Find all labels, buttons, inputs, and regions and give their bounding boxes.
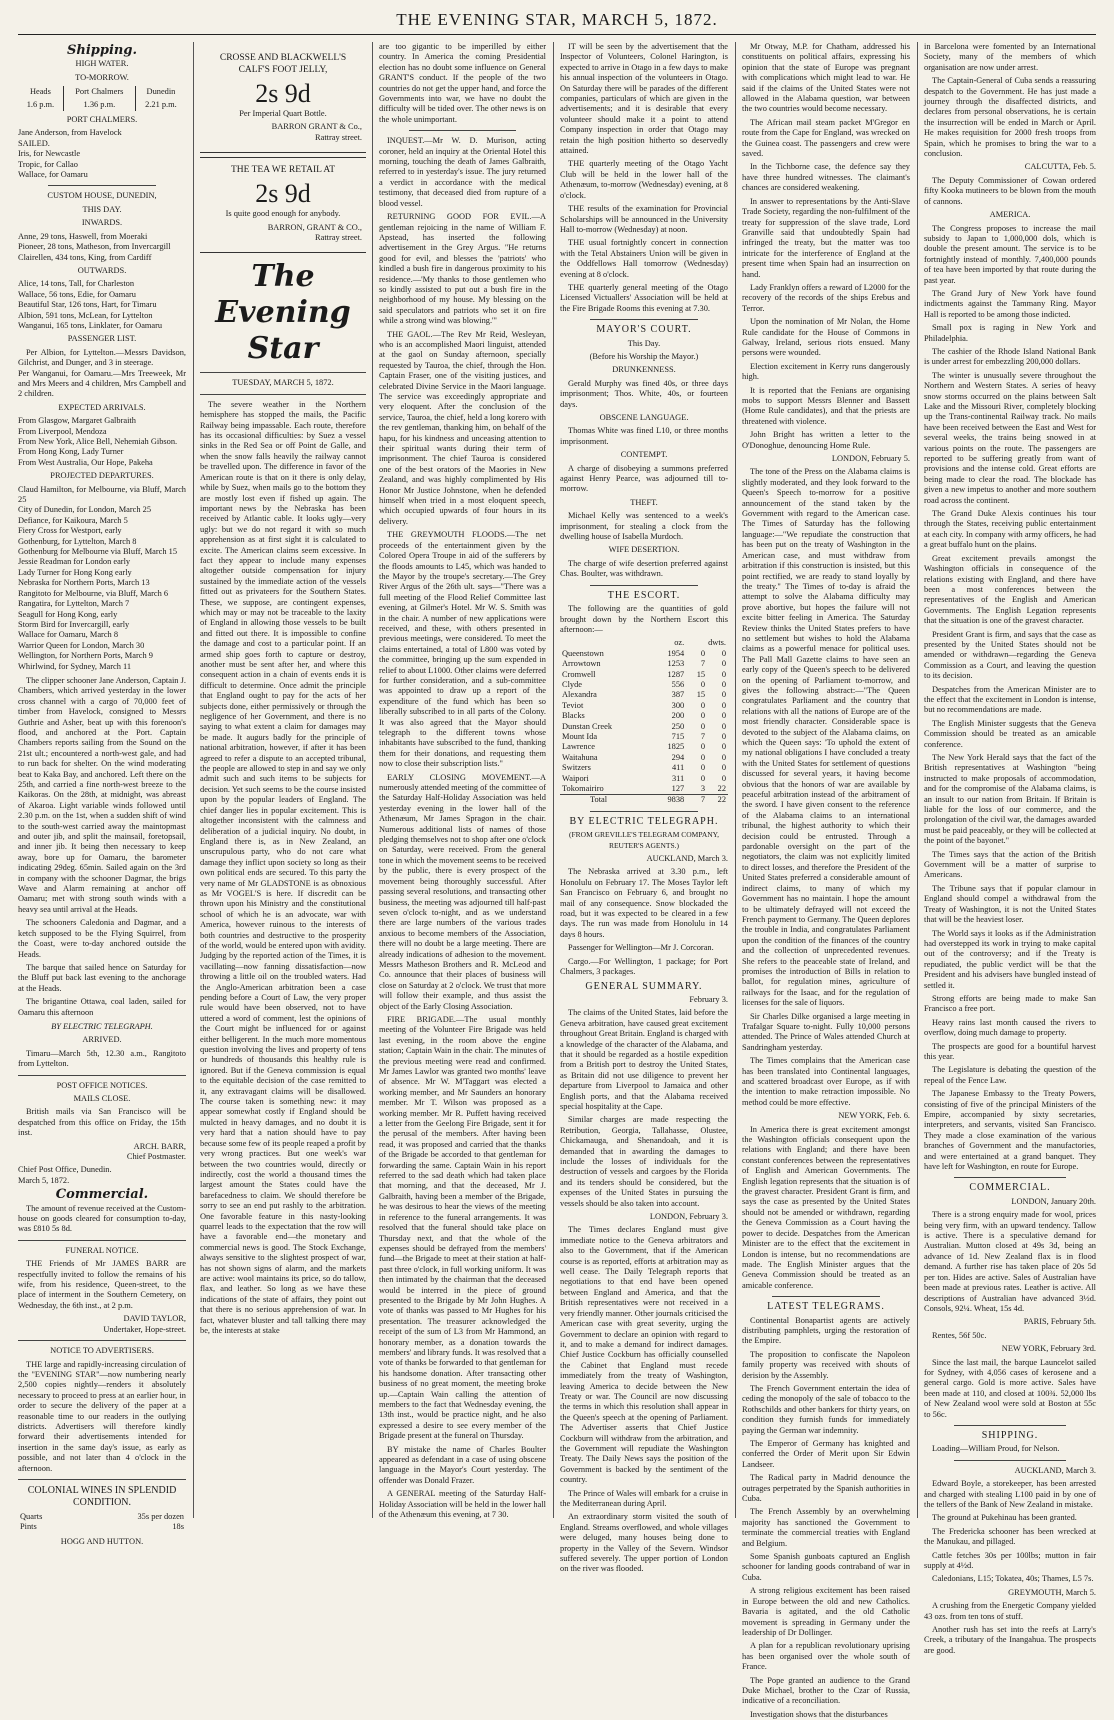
escort-col-header: dwts. bbox=[708, 638, 726, 648]
escort-value: 387 bbox=[671, 690, 685, 700]
high-water-label: HIGH WATER. bbox=[75, 59, 129, 69]
news-item: The winter is unusually severe throughout the Northern and Western States. A series of heavy snow storms occurred on the plains between Salt Lake and the Missouri River, completely blocking up the Trans-continental Railway track. No mails have been received between the East and West for several weeks, the trains being snowed in at various points on the route. The passengers are reported to be suffering greatly from want of provisions and the intense cold. Great efforts are being made to clear the road. The blockade has given a new impetus to another and more southern road across the continent. bbox=[924, 370, 1096, 505]
funeral-text: THE Friends of Mr JAMES BARR are respectfully invited to follow the remains of his wife, from his residence, Queen-street, to the place of interment in the Southern Cemetery, on Wednesday, the 6th inst., at 2 p.m. bbox=[18, 1259, 186, 1310]
mayors-court-before: (Before his Worship the Mayor.) bbox=[589, 351, 699, 361]
passenger-list: Per Albion, for Lyttelton.—Messrs Davidson, Gilchrist, and Dunger, and 3 in steerage. Per Wanganui, for Oamaru.—Mrs Treeweek, Mr and Mrs Meers and 4 children, Mrs Campbell and 2 children. bbox=[18, 347, 186, 399]
telegram-item: The French Assembly by an overwhelming majority has sanctioned the Government to terminate the commercial treaties with England and Belgium. bbox=[742, 1507, 910, 1548]
escort-value: 0 bbox=[721, 700, 726, 710]
editorial-continued: are too gigantic to be imperilled by either country. In America the coming Presidential election has no doubt some influence on General GRANT'S conduct. If the people of the two countries do not get the upper hand, and force the Governments into war, we have no doubt the difficulty will be tided over. The other news is on the whole unimportant. bbox=[379, 42, 546, 124]
projected-departures: Claud Hamilton, for Melbourne, via Bluff, March 25 City of Dunedin, for London, March 25 Defiance, for Kaikoura, March 5 Fiery Cross for Westport, early Gothenburg, for Lyttelton, March 8 Gothenburg for Melbourne via Bluff, March 15 Jessie Readman for London early Lady Turner for Hong Kong early Nebraska for Northern Ports, March 13 Rangitoto for Melbourne, via Bluff, March 6 Rangatira, for Lyttelton, March 7 Seagull for Hong Kong, early Storm Bird for Invercargill, early Wallace for Oamaru, March 8 Warrior Queen for London, March 30 Wellington, for Northern Ports, March 9 Whirlwind, for Sydney, March 11 bbox=[18, 484, 186, 671]
this-day-label: THIS DAY. bbox=[82, 204, 122, 214]
post-office-signature: ARCH. BARR, Chief Postmaster. bbox=[126, 1141, 186, 1161]
news-item: Small pox is raging in New York and Philadelphia. bbox=[924, 323, 1096, 343]
escort-intro: The following are the quantities of gold brought down by the Northern Escort this afternoon:— bbox=[560, 604, 728, 634]
telegram-item: The French Government entertain the idea of ceding the monopoly of the sale of tobacco to the Rothschilds and other bankers for thirty years, on condition they furnish funds for immediately paying the German war indemnity. bbox=[742, 1383, 910, 1435]
news-item: The Times says that the action of the British Government will be a matter of surprise to Americans. bbox=[924, 849, 1096, 880]
escort-value: 311 bbox=[671, 773, 685, 783]
news-item: The World says it looks as if the Administration had overstepped its work in trying to make capital out of the controversy; and if the Treaty is repudiated, the public verdict will be that the President and his advisers have bungled instead of settled it. bbox=[924, 928, 1096, 990]
escort-place: Cromwell bbox=[562, 669, 596, 679]
news-item: Upon the nomination of Mr Nolan, the Home Rule candidate for the House of Commons in Galway, Ireland, serious riots ensued. Many persons were wounded. bbox=[742, 317, 910, 358]
news-item: Cattle fetches 30s per 100lbs; mutton in fair supply at 4½d. bbox=[924, 1550, 1096, 1571]
escort-row bbox=[560, 680, 728, 690]
news-item: IT will be seen by the advertisement that the Inspector of Volunteers, Colonel Harington, is expected to arrive in Otago in a few days to make his annual inspection of the volunteers in Otago. On Saturday there will be parades of the different companies, particulars of which are given in the advertisements; and it is desirable that every volunteer should make it a point to attend Company inspection in order that Otago may retain the high position hitherto so deservedly attained. bbox=[560, 42, 728, 156]
tide-place: Port Chalmers bbox=[63, 86, 135, 98]
mails-close-label: MAILS CLOSE. bbox=[73, 1093, 131, 1103]
escort-value: 294 bbox=[671, 752, 685, 762]
table-row bbox=[18, 1512, 186, 1522]
table-row bbox=[18, 1522, 186, 1532]
arrived-label: ARRIVED. bbox=[82, 1035, 122, 1045]
wine-price: 18s bbox=[172, 1522, 184, 1532]
arrived-text: Timaru—March 5th, 12.30 a.m., Rangitoto from Lyttelton. bbox=[18, 1048, 186, 1069]
escort-value: 0 bbox=[700, 711, 706, 721]
telegraph-item: The Nebraska arrived at 3.30 p.m., left Honolulu on February 17. The Moses Taylor left San Francisco on February 6, and brought no mail of any consequence. Snow blockaded the road, but it was expected to be cleared in a few days. The run was made from Honolulu in 14 days 8 hours. bbox=[560, 867, 728, 939]
escort-value: 0 bbox=[700, 742, 706, 752]
tea-sub: Is quite good enough for anybody. bbox=[225, 209, 341, 219]
news-item: The New York Herald says that the fact of the British representatives at Washington "being instructed to make proposals of accommodation, and for the compromise of the Alabama claims, is an insult to our nation from Britain. If Britain is liable for the loss of our commerce, and the prolongation of the civil war, the damages awarded must be paid peaceably, or they will be collected at the point of the bayonet." bbox=[924, 753, 1096, 846]
shipping-heading: SHIPPING. bbox=[981, 1429, 1039, 1441]
commercial-dateline: NEW YORK, February 3rd. bbox=[1001, 1344, 1096, 1354]
column-1 bbox=[18, 42, 186, 1546]
outwards-list: Alice, 14 tons, Tall, for Charleston Wallace, 56 tons, Edie, for Oamaru Beautiful Star, 126 tons, Hart, for Timaru Albion, 591 tons, McLean, for Lyttelton Wanganui, 165 tons, Linklater, for Oamaru bbox=[18, 279, 163, 330]
news-item: It is reported that the Fenians are organising mobs to support Messrs Blenner and Bassett (Home Rule candidates), and that the priests are threatened with violence. bbox=[742, 385, 910, 426]
escort-value: 0 bbox=[700, 721, 706, 731]
column-2 bbox=[200, 42, 366, 1522]
news-item: THE results of the examination for Provincial Scholarships will be announced in the University Hall to-morrow (Wednesday) at noon. bbox=[560, 204, 728, 234]
news-item: Mr Otway, M.P. for Chatham, addressed his constituents on political affairs, expressing his opinion that the state of Europe was pregnant with complications which might lead to war. He said if the claims of the United States were not allowed in the Alabama question, war between the two countries would become necessary. bbox=[742, 42, 910, 114]
court-section-text: Gerald Murphy was fined 40s, or three days imprisonment; Thos. White, 40s, or fourteen days. bbox=[560, 378, 728, 409]
telegram-item: Continental Bonapartist agents are actively distributing pamphlets, urging the restoration of the Empire. bbox=[742, 1315, 910, 1346]
news-item: RETURNING GOOD FOR EVIL.—A gentleman rejoicing in the name of William F. Apstead, has inserted the following advertisement in the Grey Argus. "He returns good for evil, and blesses the 'patriots' who kindled a bush fire in dangerous proximity to his residence.—'My thanks to those gentlemen who so kindly assisted to put out a bush fire in the neighborhood of my house. My blessing on the said speculators and patriots who set it on fire while a strong wind was blowing.'" bbox=[379, 212, 546, 326]
news-item: In answer to representations by the Anti-Slave Trade Society, regarding the non-fulfilment of the treaty for suppression of the slave trade, Lord Granville said that undoubtedly Spain had infringed the treaty, but the matter was too intricate for the interference of England at the present time when Spain had an insurrection on hand. bbox=[742, 196, 910, 279]
shipping-report: The schooners Caledonia and Dagmar, and a ketch supposed to be the Flying Squirrel, from the Coast, were to-day anchored outside the Heads. bbox=[18, 918, 186, 959]
funeral-signature: DAVID TAYLOR, Undertaker, Hope-street. bbox=[103, 1314, 186, 1334]
telegram-item: The Emperor of Germany has knighted and conferred the Order of Merit upon Sir Edwin Landseer. bbox=[742, 1439, 910, 1469]
escort-value: 22 bbox=[717, 784, 726, 793]
escort-col-header: oz. bbox=[674, 638, 685, 648]
news-item: Lady Franklyn offers a reward of L2000 for the recovery of the records of the ships Erebus and Terror. bbox=[742, 282, 910, 313]
escort-value: 0 bbox=[721, 773, 726, 783]
court-section-label: WIFE DESERTION. bbox=[608, 545, 680, 555]
escort-value: 7 bbox=[700, 731, 706, 741]
news-item: The Deputy Commissioner of Cowan ordered fifty Kooka mutineers to be blown from the mouth of cannons. bbox=[924, 175, 1096, 206]
telegraph-item: Passenger for Wellington—Mr J. Corcoran. bbox=[568, 943, 714, 953]
shipping-report: The barque that sailed hence on Saturday for the Bluff put back last evening to the anchorage at the Heads. bbox=[18, 962, 186, 993]
funeral-heading: FUNERAL NOTICE. bbox=[65, 1245, 139, 1255]
paper-title: The Evening Star bbox=[215, 259, 351, 367]
telegram-item: A plan for a republican revolutionary uprising has been organised over the whole south of France. bbox=[742, 1641, 910, 1672]
shipping-report: The brigantine Ottawa, coal laden, sailed for Oamaru this afternoon bbox=[18, 997, 186, 1017]
news-item: The Times complains that the American case has been translated into Continental languages, and scattered broadcast over Europe, as if with the intention to make retraction impossible. No method could be more effective. bbox=[742, 1056, 910, 1107]
news-item: The Legislature is debating the question of the repeal of the Fence Law. bbox=[924, 1065, 1096, 1085]
tea-heading: THE TEA WE RETAIL AT bbox=[230, 165, 336, 176]
escort-value: 7 bbox=[700, 659, 706, 669]
news-item: Sir Charles Dilke organised a large meeting in Trafalgar Square to-night. Fully 10,000 persons attended. The Prince of Wales attended Church at Sandringham yesterday. bbox=[742, 1011, 910, 1052]
mayors-court-heading: MAYOR'S COURT. bbox=[596, 324, 692, 336]
escort-total-label: Total bbox=[590, 795, 608, 805]
escort-row bbox=[560, 732, 728, 742]
escort-total-oz: 9838 bbox=[667, 795, 685, 805]
escort-total-row bbox=[560, 795, 728, 806]
escort-value: 0 bbox=[700, 700, 706, 710]
escort-row bbox=[560, 753, 728, 763]
tide-place: Heads bbox=[29, 87, 51, 97]
escort-row bbox=[560, 722, 728, 732]
commercial-item: Rentes, 56f 50c. bbox=[932, 1330, 987, 1340]
telegram-item: Some Spanish gunboats captured an English schooner for landing goods contraband of war in Cuba. bbox=[742, 1552, 910, 1582]
escort-place: Clyde bbox=[562, 679, 583, 689]
shipping-heading: Shipping. bbox=[67, 43, 137, 58]
tea-signature: BARRON, GRANT & CO., Rattray street. bbox=[267, 222, 362, 243]
escort-table bbox=[560, 638, 728, 806]
column-6 bbox=[924, 42, 1096, 1655]
news-item: Another rush has set into the reefs at Larry's Creek, a tributary of the Inangahua. The prospects are good. bbox=[924, 1625, 1096, 1655]
escort-row bbox=[560, 763, 728, 773]
tide-time: 1.36 p.m. bbox=[63, 99, 135, 111]
commercial-heading: COMMERCIAL. bbox=[969, 1182, 1051, 1194]
escort-value: 1253 bbox=[667, 659, 685, 669]
news-item: THE GREYMOUTH FLOODS.—The net proceeds of the entertainment given by the Colored Opera Troupe in aid of the sufferers by the floods amounts to L45, which was handed to the Mayor by the troupe's secretary.—The Grey River Argus of the 26th ult. says—"There was a full meeting of the Flood Relief Committee last evening, at Gilmer's Hotel. Mr W. S. Smith was in the chair. A number of new applications were received, and these, with others presented in previous meetings, were considered. To meet the claims entertained, a total of L800 was voted by the committee, bringing up the sum expended in relief to about L1000. Other claims were deferred for further consideration, and a sub-committee was appointed to draw up a report of the expenditure of the fund which has been so liberally subscribed to in all parts of the Colony. It was also agreed that the Mayor should telegraph to the different towns whose inhabitants have subscribed to the fund, thanking them for their donations, and requesting them now to close their subscription lists." bbox=[379, 530, 546, 769]
projected-departures-label: PROJECTED DEPARTURES. bbox=[50, 471, 154, 481]
escort-row bbox=[560, 659, 728, 669]
news-item: John Bright has written a letter to the O'Donoghue, denouncing Home Rule. bbox=[742, 430, 910, 450]
wine-item: Pints bbox=[20, 1522, 37, 1532]
top-rule bbox=[18, 34, 1096, 35]
news-item: The ground at Pukehinau has been granted. bbox=[932, 1513, 1077, 1523]
telegram-item: The proposition to confiscate the Napoleon family property was received with shouts of derision by the Assembly. bbox=[742, 1349, 910, 1380]
wines-heading: COLONIAL WINES IN SPLENDID CONDITION. bbox=[27, 1484, 177, 1508]
escort-place: Lawrence bbox=[562, 742, 596, 752]
date-line: TUESDAY, MARCH 5, 1872. bbox=[232, 378, 334, 388]
news-item: The Japanese Embassy to the Treaty Powers, consisting of five of the principal Ministers of the Empire, accompanied by sixty secretaries, interpreters, and servants, visited San Francisco. They made a close examination of the various branches of Government and the manufactories, and were entertained at a grand banquet. They have left for Washington, en route for Europe. bbox=[924, 1089, 1096, 1172]
column-rule bbox=[917, 42, 918, 1518]
calfs-foot-signature: BARRON GRANT & Co., Rattray street. bbox=[271, 122, 362, 142]
custom-house-heading: CUSTOM HOUSE, DUNEDIN, bbox=[47, 191, 157, 201]
news-item: THE quarterly meeting of the Otago Yacht Club will be held in the lower hall of the Athenæum, to-morrow (Wednesday) evening, at 8 o'clock. bbox=[560, 159, 728, 200]
escort-row bbox=[560, 701, 728, 711]
escort-value: 3 bbox=[700, 784, 706, 793]
calfs-foot-sub: Per Imperial Quart Bottle. bbox=[239, 109, 327, 118]
post-office-date: Chief Post Office, Dunedin. March 5, 1872. bbox=[18, 1165, 112, 1185]
escort-row bbox=[560, 774, 728, 784]
telegraph-heading: BY ELECTRIC TELEGRAPH. bbox=[569, 815, 719, 827]
escort-value: 0 bbox=[721, 721, 726, 731]
commercial-heading: Commercial. bbox=[55, 1187, 149, 1203]
escort-value: 411 bbox=[671, 763, 685, 773]
tide-time: 1.6 p.m. bbox=[26, 99, 55, 109]
tea-price: 2s 9d bbox=[255, 179, 311, 209]
escort-value: 0 bbox=[700, 752, 706, 762]
news-section-label: AMERICA. bbox=[989, 210, 1031, 220]
wine-item: Quarts bbox=[20, 1511, 43, 1521]
mayors-court-day: This Day. bbox=[627, 338, 661, 348]
calfs-foot-heading: CROSSE AND BLACKWELL'S CALF'S FOOT JELLY, bbox=[219, 53, 347, 75]
escort-value: 0 bbox=[721, 763, 726, 773]
commercial-dateline: LONDON, January 20th. bbox=[1011, 1196, 1096, 1206]
news-item: Election excitement in Kerry runs dangerously high. bbox=[742, 361, 910, 382]
escort-value: 0 bbox=[700, 763, 706, 773]
escort-row bbox=[560, 649, 728, 659]
telegram-item: Investigation shows that the disturbances bbox=[750, 1709, 888, 1719]
wines-signature: HOGG AND HUTTON. bbox=[60, 1536, 144, 1546]
wines-table bbox=[18, 1512, 186, 1533]
escort-value: 0 bbox=[721, 648, 726, 658]
escort-value: 0 bbox=[700, 679, 706, 689]
escort-place: Tokomairiro bbox=[562, 784, 604, 793]
escort-value: 15 bbox=[696, 669, 706, 679]
escort-row bbox=[560, 690, 728, 700]
escort-row bbox=[560, 670, 728, 680]
news-item: A GENERAL meeting of the Saturday Half-Holiday Association will be held in the lower hall of the Athenæum this evening, at 7 30. bbox=[379, 1489, 546, 1520]
commercial-item: There is a strong enquiry made for wool, prices being very firm, with an upward tendency. Tallow is active. There is a speculative demand for Australian. Mutton closed at 49s 3d, being an advance of 1d. New Zealand flax is in flood demand. A further rise has taken place of 20s 5d per ton. Hides are active. Sales of Australian have been made at previous rates. Leather is active. All descriptions of Australian have advanced 3½d. Consols, 92¼. Wheat, 15s 4d. bbox=[924, 1210, 1096, 1313]
commercial-dateline: PARIS, February 5th. bbox=[1023, 1317, 1096, 1327]
court-section-label: OBSCENE LANGUAGE. bbox=[599, 413, 689, 422]
summary-item: An extraordinary storm visited the south of England. Streams overflowed, and whole villages were deluged, many houses being done to property in the Valley of the Severn. Windsor suffered severely. The upper portion of London on the river was flooded. bbox=[560, 1512, 728, 1574]
column-3 bbox=[379, 42, 546, 1522]
escort-row bbox=[560, 742, 728, 752]
news-item: The Captain-General of Cuba sends a reassuring despatch to the Government. He has just made a journey through the disaffected districts, and declares from personal observations, he is certain the insurrection will be ended in March or April. He makes requisition for 2000 fresh troops from Spain, which he promises to bring the war to a conclusion. bbox=[924, 76, 1096, 159]
news-item: The African mail steam packet M'Gregor en route from the Cape for England, was wrecked on the Guinea coast. The passengers and crew were saved. bbox=[742, 117, 910, 159]
court-section-text: Thomas White was fined L10, or three months imprisonment. bbox=[560, 426, 728, 446]
passenger-list-label: PASSENGER LIST. bbox=[67, 334, 137, 344]
calfs-foot-price: 2s 9d bbox=[255, 79, 311, 108]
escort-value: 250 bbox=[671, 721, 685, 731]
port-chalmers-heading: PORT CHALMERS. bbox=[66, 115, 138, 125]
news-item: The prospects are good for a bountiful harvest this year. bbox=[924, 1041, 1096, 1061]
escort-value: 715 bbox=[671, 731, 685, 741]
court-section-label: DRUNKENNESS. bbox=[612, 365, 676, 375]
news-item: In the Tichborne case, the defence say they have three hundred witnesses. The claimant's chances are considered weakening. bbox=[742, 162, 910, 193]
escort-place: Switzers bbox=[562, 763, 591, 773]
outwards-label: OUTWARDS. bbox=[77, 265, 127, 275]
masthead: THE EVENING STAR, MARCH 5, 1872. bbox=[396, 10, 718, 29]
telegram-item: The Pope granted an audience to the Grand Duke Michael, brother to the Czar of Russia, indicative of a reconciliation. bbox=[742, 1675, 910, 1706]
news-item: A crushing from the Energetic Company yielded 43 ozs. from ten tons of stuff. bbox=[924, 1601, 1096, 1621]
escort-value: 0 bbox=[721, 659, 726, 669]
escort-value: 556 bbox=[671, 679, 685, 689]
news-item: The Tribune says that if popular clamour in England should compel a withdrawal from the Treaty of Washington, it is not the United States that will be the heaviest loser. bbox=[924, 883, 1096, 925]
escort-place: Teviot bbox=[562, 700, 584, 710]
news-item: Heavy rains last month caused the rivers to overflow, doing much damage to property. bbox=[924, 1017, 1096, 1038]
telegram-item: A strong religious excitement has been raised in Europe between the old and new Catholics. Bavaria is agitated, and the old Catholic movement is spreading in Germany under the leadership of Dr Dollinger. bbox=[742, 1586, 910, 1637]
news-dateline: CALCUTTA, Feb. 5. bbox=[1024, 162, 1096, 172]
escort-value: 0 bbox=[721, 669, 726, 679]
escort-value: 127 bbox=[671, 784, 685, 793]
tomorrow-label: TO-MORROW. bbox=[75, 72, 129, 82]
news-item: The Grand Jury of New York have found indictments against the Tammany Ring. Mayor Hall is reported to be among those indicted. bbox=[924, 288, 1096, 319]
escort-place: Blacks bbox=[562, 711, 585, 721]
post-office-text: British mails via San Francisco will be despatched from this office on Friday, the 15th inst. bbox=[18, 1107, 186, 1138]
escort-value: 0 bbox=[721, 752, 726, 762]
escort-place: Mount Ida bbox=[562, 731, 598, 741]
news-item: The Grand Duke Alexis continues his tour through the States, receiving public entertainment at each city. In company with army officers, he had a great buffalo hunt on the plains. bbox=[924, 509, 1096, 550]
news-item: The tone of the Press on the Alabama claims is slightly moderated, and they look forward to the Queen's Speech to-morrow for a positive announcement of the stand taken by the Government with regard to the American case. The Times of Saturday has the following language:—"We repudiate the construction that has been put on the treaty of Washington in the American case, and must withdraw from arbitration if this construction is insisted, but this point rectified, we are ready to stand loyally by the treaty." The Times of to-day is afraid the attempt to solve the Alabama difficulty may prove abortive, but hopes the failure will not excite bitter feeling in America. The Saturday Review thinks the United States prefers to have no settlement but wishes to hold the Alabama claims as a powerful menace for political uses. The Pall Mall Gazette claims to have seen an early copy of the Queen's speech to be delivered on the opening of Parliament to-morrow, and gives the following abstract:—"The Queen congratulates Parliament and the country that relations with all the nations of Europe are of the most friendly character. Considerable space is devoted to the subject of the Alabama claims, on which the Queen says: 'To uphold the extent of my national obligations I have concluded a treaty with the United States for settlement of questions discussed for several years, it having become obvious that the honors of war are available by peaceful arbitration instead of the arbitrament of the sword. I have given consent to the reference of the Alabama claims to an international tribunal, the highest authority to which their decision could be entrusted. Through a pardonable oversight on the part of the negotiators, the claim was not explicitly limited to direct losses, and therefore the President of the United States preferred a considerable amount of indirect claims, to many of which my Government has no maintain. I hope the amount to be ultimately defrayed will not exceed the French payment to Germany. The Queen deplores the trouble in India, and congratulates Parliament upon the condition of the finances of the country and the collection of unprecedented revenues. She refers to the peaceable state of Ireland, and promises the introduction of Bills in relation to ballot, for regulation mines, agriculture of railways for the Isaac, and for the regulation of licenses for the sale of liquors. bbox=[742, 467, 910, 1008]
news-item: Strong efforts are being made to make San Francisco a free port. bbox=[924, 993, 1096, 1014]
news-item: THE GAOL.—The Rev Mr Reid, Wesleyan, who is an accomplished Maori linguist, attended at the gaol on Sunday afternoon, specially requested by Tauroa, the chief, through the Hon. Captain Fraser, one of the visiting justices, and celebrated Divine Service in the Maori language. The service was exceedingly appropriate and very eloquent. After the conclusion of the service, Tauroa, the chief, held a long korero with the rev gentleman, thanking him, on behalf of the hapu, for his kindness and unceasing attention to their spiritual wants during their term of imprisonment. The chief Tauroa is considered one of the best orators of the Maories in New Zealand, and was highly complimented by His Honor Mr Justice Johnstone, when he defended himself when tried in a most eloquent speech, which occupied upwards of four hours in its delivery. bbox=[379, 329, 546, 526]
news-item: BY mistake the name of Charles Boulter appeared as defendant in a case of using obscene language in the Mayor's Court yesterday. The offender was Donald Frazer. bbox=[379, 1444, 546, 1485]
escort-place: Queenstown bbox=[562, 648, 604, 658]
news-item: Great excitement prevails amongst the Washington officials in consequence of the relations existing with England, and there have been a most conferences between the representatives of the English and American Governments. The English Legation represents that the situation is one of the gravest character. bbox=[924, 553, 1096, 626]
court-section-text: Michael Kelly was sentenced to a week's imprisonment, for stealing a clock from the dwelling house of Isabella Murdoch. bbox=[560, 511, 728, 542]
advertisers-heading: NOTICE TO ADVERTISERS. bbox=[50, 1346, 154, 1356]
summary-item: The Times declares England must give immediate notice to the Geneva arbitrators and also to the Government, that if the American course is as reported, efforts at arbitration may as well cease. The Daily Telegraph reports that negotiations to that end have been opened between England and America, and that the British representatives were not received in a very friendly manner. Other journals criticised the American case with great severity, urging the Government to declare an opinion with regard to it, and to make a demand for indirect damages. Chief Justice Cockburn has officially counselled the Cabinet that England must recede immediately from the treaty of Washington, leaving America to decide between the New Treaty or war. The Council are now discussing the terms in which this resolution shall appear in the Queen's speech at the opening of Parliament. The Advertiser asserts that Chief Justice Cockburn will withdraw from the arbitration, and the Government will repudiate the Washington Treaty. The Daily News says the position of the Government is backed by the sentiment of the country. bbox=[560, 1225, 728, 1485]
news-item: The Fredericka schooner has been wrecked at the Manukau, and pillaged. bbox=[924, 1526, 1096, 1547]
column-rule bbox=[193, 42, 194, 1518]
news-item: FIRE BRIGADE.—The usual monthly meeting of the Volunteer Fire Brigade was held last evening, in the room above the engine station; Captain Wain in the chair. The minutes of the previous meeting were read and confirmed. Mr James Lawlor was granted two months' leave of absence. Mr W. M'Taggart was elected a working member, and Mr Saunders an honorary member. Mr T. Wilson was proposed as a working member. Mr R. Puffett having received a letter from the Geelong Fire Brigade, sent it for the perusal of the members. After having been read, it was proposed and carried that the thanks of the Brigade be accorded to that gentleman for forwarding the same. Captain Wain in his report referred to the sad death which had taken place that morning, and that the deceased, Mr J. Galbraith, having been a member of the Brigade, he was desirous to hear the views of the meeting in reference to the funeral arrangements. It was resolved that the funeral should take place on Thursday next, and that the whole of the expenses should be defrayed from the members' fund—the Brigade to meet at their station at half-past three o'clock, in full working uniform. It was then intimated by the chairman that the deceased would be interred in the piece of ground presented to the Brigade by Mr John Hughes. A vote of thanks was passed to Mr Hughes for his presentation. The treasurer acknowledged the receipt of the sum of L3 from Mr Hammond, an honorary member, as a donation towards the members' and library funds. It was resolved that a vote of thanks be forwarded to that gentleman for his handsome donation. After transacting other business of no great moment, the meeting broke up.—Captain Wain calling the attention of members to the fact that Wednesday evening, the 13th inst., would be practice night, and he also expressed a desire to see every member of the Brigade present at the funeral on Thursday. bbox=[379, 1014, 546, 1441]
escort-place: Alexandra bbox=[562, 690, 597, 700]
tide-table bbox=[18, 86, 186, 111]
post-office-heading: POST OFFICE NOTICES. bbox=[56, 1080, 148, 1090]
news-item: The Congress proposes to increase the mail subsidy to Japan to 1,000,000 dols, which is double the present amount. The service is to be fortnightly instead of monthly. 7,400,000 pounds of tea have been imported by that route during the past year. bbox=[924, 223, 1096, 285]
news-item: Caledonians, L15; Tokatea, 40s; Thames, L5 7s. bbox=[932, 1574, 1094, 1584]
news-item: The English Minister suggests that the Geneva Commission should be treated as an amicable conference. bbox=[924, 718, 1096, 749]
inwards-list: Anne, 29 tons, Haswell, from Moeraki Pioneer, 28 tons, Matheson, from Invercargill Clairellen, 434 tons, King, from Cardiff bbox=[18, 231, 171, 262]
escort-value: 0 bbox=[700, 648, 706, 658]
news-item: In America there is great excitement amongst the Washington officials consequent upon the relations with England; and there have been constant conferences between the representatives of English and American Governments. The English legation represents that the situation is of the gravest character. President Grant is firm, and says the case as presented by the United States should not be amended or withdrawn, regarding the Geneva Commission as a Court having the power to decide. Despatches from the American Minister are to the effect that the excitement in London is intense, but no recommendations are made. The English Minister argues that the Geneva Commission should be treated as an amicable conference. bbox=[742, 1124, 910, 1290]
news-item: THE quarterly general meeting of the Otago Licensed Victuallers' Association will be held at the Fire Brigade Rooms this evening at 7.30. bbox=[560, 282, 728, 313]
telegraph-sub: (FROM GREVILLE'S TELEGRAM COMPANY, REUTER'S AGENTS.) bbox=[569, 830, 719, 850]
telegraph-dateline: AUCKLAND, March 3. bbox=[646, 854, 728, 864]
summary-item: Similar charges are made respecting the Retribution, Georgia, Tallahasse, Olustee, Chickamauga, and Shenandoah, and it is demanded that in awarding the damages to include the losses of individuals for the destruction of vessels and cargoes by the Florida and its tenders should be considered, but the expenses of the United States in pursuing the vessels should be also taken into account. bbox=[560, 1115, 728, 1208]
wine-price: 35s per dozen bbox=[137, 1511, 184, 1521]
expected-arrivals-label: EXPECTED ARRIVALS. bbox=[58, 402, 146, 412]
escort-value: 0 bbox=[721, 731, 726, 741]
news-item: President Grant is firm, and says that the case as presented by the United States should not be amended or withdrawn—regarding the Geneva Commission as a Court, and leaving the question to its decision. bbox=[924, 629, 1096, 681]
escort-value: 0 bbox=[721, 711, 726, 721]
commercial-text: The amount of revenue received at the Custom-house on goods cleared for consumption to-day, was £810 5s 8d. bbox=[18, 1203, 186, 1234]
escort-value: 0 bbox=[721, 742, 726, 752]
news-item: Edward Boyle, a storekeeper, has been arrested and charged with stealing L100 paid in by one of the tellers of the Bank of New Zealand in mistake. bbox=[924, 1479, 1096, 1509]
column-rule bbox=[372, 42, 373, 1518]
escort-place: Waipori bbox=[562, 773, 589, 783]
summary-heading: GENERAL SUMMARY. bbox=[585, 980, 703, 992]
escort-place: Arrowtown bbox=[562, 659, 601, 669]
escort-value: 300 bbox=[671, 700, 685, 710]
news-dateline: AUCKLAND, March 3. bbox=[1014, 1465, 1096, 1475]
escort-place: Dunstan Creek bbox=[562, 721, 613, 731]
advertisers-text: THE large and rapidly-increasing circulation of the "EVENING STAR"—now numbering nearly 2,500 copies nightly—renders it absolutely necessary to proceed to press at an earlier hour, in order to secure the delivery of the paper at a reasonable time to our readers in the outlying districts. Advertisers will therefore kindly forward their advertisements intended for insertion in the same day's issue, as early as possible, and not later than 4 o'clock in the afternoon. bbox=[18, 1359, 186, 1473]
escort-place: Waitahuna bbox=[562, 752, 598, 762]
news-item: INQUEST.—Mr W. D. Murison, acting coroner, held an inquiry at the Oriental Hotel this morning, touching the death of James Galbraith, referred to in yesterday's issue. The jury returned a verdict in accordance with the medical testimony, that deceased died from rupture of a blood vessel. bbox=[379, 136, 546, 208]
news-dateline: GREYMOUTH, March 5. bbox=[1008, 1587, 1096, 1597]
column-5 bbox=[742, 42, 910, 1719]
summary-dateline: LONDON, February 3. bbox=[649, 1212, 728, 1222]
escort-total-dwts: 7 bbox=[700, 795, 706, 805]
telegraph-item: Cargo.—For Wellington, 1 package; for Port Chalmers, 3 packages. bbox=[560, 956, 728, 977]
telegram-item: The Radical party in Madrid denounce the outrages perpetrated by the Spanish authorities in Cuba. bbox=[742, 1473, 910, 1504]
shipping-report: The clipper schooner Jane Anderson, Captain J. Chambers, which arrived yesterday in the lower cross channel with a cargo of 70,000 feet of timber from Havelock, consigned to Messrs Guthrie and Asher, beat up with this forenoon's flood, and anchored at the Port. Captain Chambers reports sailing from the Sound on the 21st ult.; encountered a north-west gale, and had to run back for shelter. On the wind moderating beat to Kaka Bay, and anchored. Left there on the 25th, and carried a fine north-west breeze to the Kaikoras. On the 28th, at midnight, was abreast of Akaroa. Light variable winds followed until 2.30 p.m. on the 1st, when a sudden shift of wind to the south-west carried away the maintopmast and outer jib, and split the mainsail, foretopsail, and inner jib. It being then necessary to keep away, bore up for Oamaru, the barometer indicating 29deg. 65min. Sailed again on the 3rd in company with the schooner Dagmar, the brigs Wave and Alarm remaining at anchor off Oamaru; met with strong south winds with a heavy sea until arrival at the Heads. bbox=[18, 675, 186, 914]
telegraph-heading: BY ELECTRIC TELEGRAPH. bbox=[51, 1021, 153, 1031]
escort-row bbox=[560, 784, 728, 795]
court-section-label: THEFT. bbox=[630, 497, 658, 507]
tide-place: Dunedin bbox=[135, 86, 186, 98]
summary-item: The claims of the United States, laid before the Geneva arbitration, have caused great excitement throughout Great Britain. England is charged with a knowledge of the character of the Alabama, and that it should be regarded as a hostile expedition from a British port to destroy the United States, as Britain did not use diligence to prevent her departure from Liverpool to Jamaica and other English ports, and that the Alabama received special hospitality at the Cape. bbox=[560, 1008, 729, 1111]
shipping-text: Loading—William Proud, for Nelson. bbox=[932, 1444, 1060, 1454]
expected-arrivals: From Glasgow, Margaret Galbraith From Liverpool, Mendoza From New York, Alice Bell, Nehemiah Gibson. From Hong Kong, Lady Turner From West Australia, Our Hope, Pakeha bbox=[18, 416, 178, 467]
escort-row bbox=[560, 711, 728, 721]
escort-value: 1825 bbox=[667, 742, 685, 752]
inwards-label: INWARDS. bbox=[81, 218, 123, 228]
court-section-label: CONTEMPT. bbox=[620, 450, 668, 460]
news-item: in Barcelona were fomented by an International Society, many of the members of which organisation are now under arrest. bbox=[924, 42, 1096, 72]
escort-value: 0 bbox=[721, 679, 726, 689]
latest-telegrams-heading: LATEST TELEGRAMS. bbox=[767, 1301, 885, 1313]
escort-value: 0 bbox=[721, 690, 726, 700]
news-item: THE usual fortnightly concert in connection with the Tetal Abstainers Union will be given in the Oddfellows Hall tomorrow (Wednesday) evening at 8 o'clock. bbox=[560, 238, 728, 279]
news-item: EARLY CLOSING MOVEMENT.—A numerously attended meeting of the committee of the Saturday Half-Holiday Association was held yesterday evening in the lower hall of the Athenæum, Mr James Spragon in the chair. Numerous additional lists of names of those pledging themselves not to shop after one o'clock on Saturday, were received. From the general tone in which the movement seems to be received by the public, there is every prospect of the movement being thoroughly successful. After passing several resolutions, and transacting other business, the meeting was adjourned till half-past seven o'clock to-night, and as we understand there are large numbers of the various trades anxious to become members of the Association, there will no doubt be a large meeting. There are already indications of adhesion to the movement. Messrs Matheson Brothers and R. McLeod and Co. announce that their places of business will close on Saturday at 2 o'clock. We trust that more will follow their example, and thus assist the object of the Early Closing Association. bbox=[379, 772, 546, 1011]
summary-dateline: February 3. bbox=[689, 994, 728, 1004]
news-item: The cashier of the Rhode Island National Bank is under arrest for embezzling 200,000 dollars. bbox=[924, 346, 1096, 367]
escort-value: 15 bbox=[696, 690, 706, 700]
court-section-text: The charge of wife desertion preferred against Chas. Boulter, was withdrawn. bbox=[560, 558, 728, 579]
tide-time: 2.21 p.m. bbox=[135, 99, 186, 111]
escort-value: 200 bbox=[671, 711, 685, 721]
escort-total-grs: 22 bbox=[717, 795, 726, 805]
column-rule bbox=[735, 42, 736, 1518]
news-dateline: LONDON, February 5. bbox=[831, 454, 910, 464]
court-section-text: A charge of disobeying a summons preferred against Henry Pearce, was adjourned till to-morrow. bbox=[560, 463, 728, 494]
escort-value: 1954 bbox=[667, 648, 685, 658]
escort-value: 0 bbox=[700, 773, 706, 783]
news-dateline: NEW YORK, Feb. 6. bbox=[838, 1111, 910, 1121]
editorial-text: The severe weather in the Northern hemisphere has stopped the mails, the Pacific Railway being impassable. Each route, therefore has its occasional difficulties: by Suez a vessel sinks in the Red Sea or off Point de Galle, and when the snow falls heavily the railway cannot be travelled upon. The difference in favor of the American route is that on it there is only delay, while by Suez, when mails go to the bottom they are mostly lost even if fished up again. The important news by the Nebraska has been received by Atlantic cable. It looks ugly—very ugly: but we do not regard it with so much apprehension as at first sight it is calculated to excite. The American claims seem excessive. In fact they appear to include many expenses altogether outside compensation for injury sustained by the immediate action of the vessels fitted out as privateers for the Southern States. These, we suppose, are contingent expenses, which may or may not be traceable to the laxity of England in allowing those vessels to be built and fitted out there. It is impossible to confine the damage and cost to a particular point. If an armed ship goes forth to capture or destroy, another must be sent after her, and where this consequent action in a chain of events ends it is difficult to determine. Once admit the principle that England ought to pay for the acts of her subjects done, either permissively or through the negligence of her Government, and there is no saying to what extent a claim for damages may be made. It augurs badly for the principle of national arbitration, however, if after it has been agreed to refer a dispute to an accepted tribunal, the people are allowed to step in and say we only admit such and such items to be subjects for decision. Yet such seems to be the course insisted upon by the popular leaders of England. The chief danger lies in popular excitement. This is altogether inconsistent with the calmness and deliberation of a judicial inquiry. No doubt, in England there is, as in New Zealand, an unscrupulous party, who do not care what damage they inflict upon society so long as their own political ends are secured. To this party the very name of Mr GLADSTONE is as obnoxious as Mr VOGEL'S is here. If discredit can be thrown upon his Ministry and the constitutional school of which he is an advocate, war with America, however ruinous to the interests of both countries and destructive to the prosperity of the world, would be entered upon with avidity. Judging by the reported action of the Times, it is vacillating—now fanning dissatisfaction—now throwing a little oil on the troubled waters. Had the Anglo-American arbitration been a case pending before a Court of Law, the very proper rule would have been observed, not to have uttered a word of comment, lest the opinions of the Court might be influenced for or against either belligerent. In the much more momentous question involving the lives and property of tens or hundreds of thousands this healthy rule is ignored. But if the Geneva commission is equal to the equitable decision of the case remitted to it, any extravagant claims will be disallowed. The course taken is something new: it may appear somewhat costly if England should be mulcted in heavy damages, and no doubt it is very hard that a nation should have to pay because some few of its people reaped a profit by very wrong practices. But one week's war between the two countries would, directly or indirectly, cost the world a thousand times the largest amount the States could have the barefacedness to claim. We should therefore be sorry to see an end put rashly to the arbitration. One favorable feature in this nasty-looking quarrel leads to the expectation that the row will have a favorable end—the monetary and commercial news is good. The Stock Exchange, always sensitive to the slightest prospect of war, has not shown signs of alarm, and the markets are active: wool maintains its price, so do tallow, flax, and leather. So long as we have these indications of the state of affairs, they point out that there is no serious apprehension of war. In fact, whatever bluster and tall talking there may be, the interests at stake bbox=[200, 399, 366, 1335]
escort-value: 1287 bbox=[667, 669, 685, 679]
column-rule bbox=[553, 42, 554, 1518]
commercial-item: Since the last mail, the barque Launcelot sailed for Sydney, with 4,056 cases of kerosene and a general cargo. Gold is more active. Sales have been made at 110, and closed at 100¾. 52,000 lbs of New Zealand wool were sold at Boston at 55c to 56c. bbox=[924, 1357, 1096, 1419]
sailed-list: Jane Anderson, from Havelock SAILED. Iris, for Newcastle Tropic, for Callao Wallace, for Oamaru bbox=[18, 128, 122, 180]
news-item: Despatches from the American Minister are to the effect that the excitement in London is intense, but no recommendations are made. bbox=[924, 684, 1096, 715]
escort-heading: THE ESCORT. bbox=[607, 589, 681, 601]
column-4 bbox=[560, 42, 729, 1574]
summary-item: The Prince of Wales will embark for a cruise in the Mediterranean during April. bbox=[560, 1488, 728, 1508]
